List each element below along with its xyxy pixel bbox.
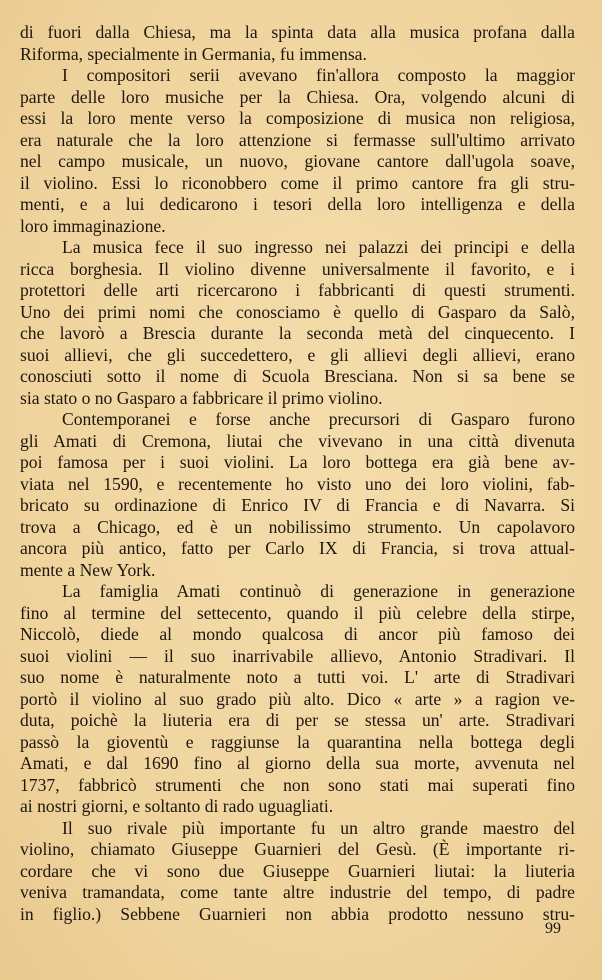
body-text	[20, 22, 575, 925]
text-line: veniva tramandata, come tante altre industrie del tempo, di padre	[20, 882, 575, 902]
text-line: parte delle loro musiche per la Chiesa. Ora, volgendo alcuni di	[20, 86, 575, 107]
text-line: Amati, e dal 1690 fino al giorno della sua morte, avvenuta nel	[20, 753, 575, 773]
text-line: trova a Chicago, ed è un nobilissimo strumento. Un capolavoro	[20, 516, 575, 537]
text-line: suoi violini — il suo inarrivabile allievo, Antonio Stradivari. Il	[20, 645, 575, 666]
text-line: Uno dei primi nomi che conosciamo è quello di Gasparo da Salò,	[20, 301, 575, 322]
text-line: Riforma, specialmente in Germania, fu immensa.	[20, 43, 367, 64]
text-line: mente a New York.	[20, 559, 156, 580]
text-line: suo nome è naturalmente noto a tutti voi. L' arte di Stradivari	[20, 667, 575, 687]
text-line: che lavorò a Brescia durante la seconda metà del cinquecento. I	[20, 323, 575, 343]
text-line: portò il violino al suo grado più alto. Dico « arte » a ragion ve-	[20, 688, 575, 709]
text-line: duta, poichè la liuteria era di per se stessa un' arte. Stradivari	[20, 710, 575, 730]
text-line: loro immaginazione.	[20, 215, 166, 236]
text-line: il violino. Essi lo riconobbero come il primo cantore fra gli stru-	[20, 172, 575, 193]
paragraph-start-line: Il suo rivale più importante fu un altro grande maestro del	[62, 817, 575, 838]
text-line: ai nostri giorni, e soltanto di rado uguagliati.	[20, 796, 334, 816]
text-line: essi la loro mente verso la composizione di musica non religiosa,	[20, 108, 575, 128]
text-line: violino, chiamato Giuseppe Guarnieri del Gesù. (È importante ri-	[20, 839, 575, 859]
paragraph-start-line: I compositori serii avevano fin'allora composto la maggior	[62, 65, 575, 85]
paragraph-start-line: Contemporanei e forse anche precursori di Gasparo furono	[62, 409, 575, 429]
paragraph-start-line: La famiglia Amati continuò di generazione in generazione	[62, 581, 575, 601]
text-line: poi famosa per i suoi violini. La loro bottega era già bene av-	[20, 452, 575, 472]
text-line: in figlio.) Sebbene Guarnieri non abbia prodotto nessuno stru-	[20, 903, 575, 924]
text-line: menti, e a lui dedicarono i tesori della loro intelligenza e della	[20, 194, 575, 214]
text-line: 1737, fabbricò strumenti che non sono stati mai superati fino	[20, 774, 575, 795]
text-line: bricato su ordinazione di Enrico IV di Francia e di Navarra. Si	[20, 495, 575, 515]
text-line: protettori delle arti ricercarono i fabbricanti di questi strumenti.	[20, 280, 575, 300]
text-line: ancora più antico, fatto per Carlo IX di Francia, si trova attual-	[20, 538, 575, 558]
text-line: suoi allievi, che gli succedettero, e gli allievi degli allievi, erano	[20, 344, 575, 365]
text-line: passò la gioventù e raggiunse la quarantina nella bottega degli	[20, 731, 575, 752]
text-line: conosciuti sotto il nome di Scuola Bresciana. Non si sa bene se	[20, 366, 575, 386]
text-line: cordare che vi sono due Giuseppe Guarnieri liutai: la liuteria	[20, 860, 575, 881]
text-line: sia stato o no Gasparo a fabbricare il primo violino.	[20, 387, 383, 408]
text-line: Niccolò, diede al mondo qualcosa di ancor più famoso dei	[20, 624, 575, 644]
text-line: ricca borghesia. Il violino divenne universalmente il favorito, e i	[20, 258, 575, 279]
text-line: viata nel 1590, e recentemente ho visto uno dei loro violini, fab-	[20, 473, 575, 494]
text-line: fino al termine del settecento, quando il più celebre della stirpe,	[20, 602, 575, 623]
text-line: gli Amati di Cremona, liutai che vivevano in una città divenuta	[20, 430, 575, 451]
page-number: 99	[545, 920, 561, 937]
text-line: era naturale che la loro attenzione si fermasse sull'ultimo arrivato	[20, 129, 575, 150]
paragraph-start-line: La musica fece il suo ingresso nei palazzi dei principi e della	[62, 237, 575, 257]
text-line: nel campo musicale, un nuovo, giovane cantore dall'ugola soave,	[20, 151, 575, 171]
text-line: di fuori dalla Chiesa, ma la spinta data alla musica profana dalla	[20, 22, 575, 42]
